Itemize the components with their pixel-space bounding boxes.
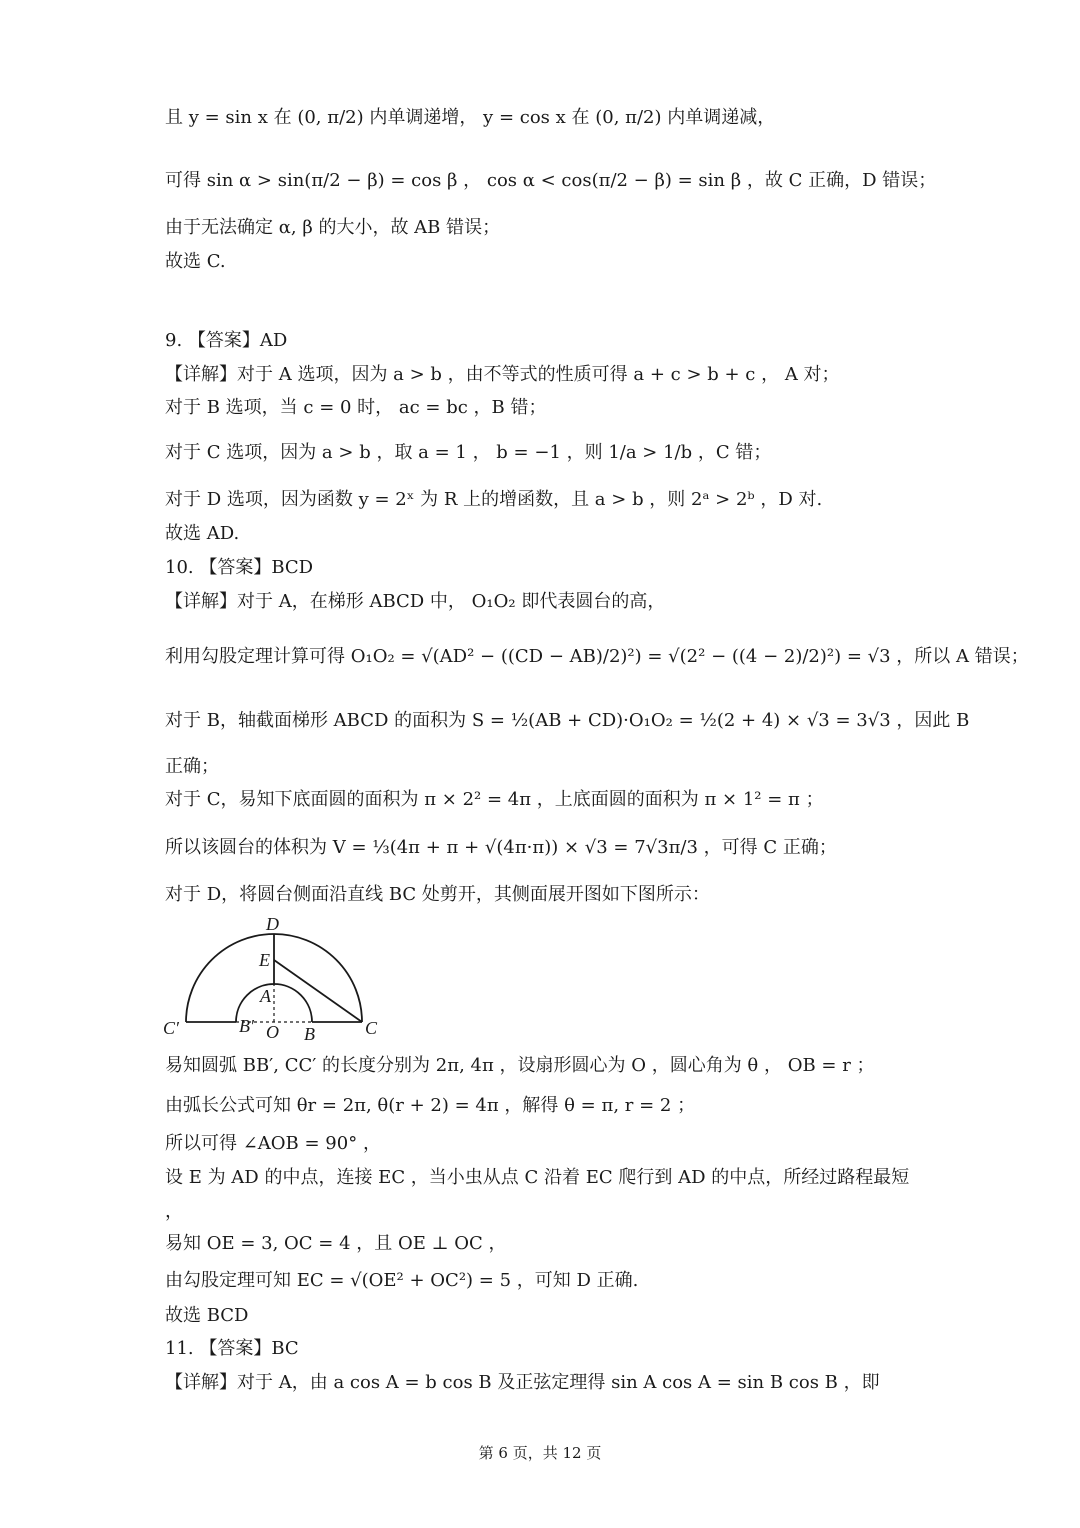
label-a: A [260,986,271,1006]
text-line: 正确； [165,756,219,777]
text-line: 对于 B 选项，当 c = 0 时， ac = bc ，B 错； [165,397,547,418]
text-line: 对于 B，轴截面梯形 ABCD 的面积为 S = ½(AB + CD)·O₁O₂ = ½(2 + 4) × √3 = 3√3 ，因此 B [165,710,970,731]
text-line: 10. 【答案】BCD [165,557,314,578]
text-line: 对于 D，将圆台侧面沿直线 BC 处剪开，其侧面展开图如下图所示： [165,884,710,905]
text-line: 故选 AD. [165,523,240,544]
text-line: 【详解】对于 A，由 a cos A = b cos B 及正弦定理得 sin A cos A = sin B cos B ，即 [165,1372,880,1393]
text-line: 由勾股定理可知 EC = √(OE² + OC²) = 5 ，可知 D 正确. [165,1270,639,1291]
sector-unfolding-figure [160,910,400,1046]
label-e: E [259,950,270,970]
text-line: 故选 C. [165,251,226,272]
text-line: 对于 C 选项，因为 a > b ，取 a = 1 ， b = −1 ，则 1/a > 1/b ，C 错； [165,442,772,463]
text-line: 【详解】对于 A 选项，因为 a > b ，由不等式的性质可得 a + c > b + c ， A 对； [165,364,840,385]
text-line: 故选 BCD [165,1305,249,1326]
text-line: 11. 【答案】BC [165,1338,299,1359]
label-o: O [266,1022,279,1042]
text-line: 所以可得 ∠AOB = 90° ， [165,1133,381,1154]
text-line: 【详解】对于 A，在梯形 ABCD 中， O₁O₂ 即代表圆台的高， [165,591,666,612]
text-line: 对于 D 选项，因为函数 y = 2ˣ 为 R 上的增函数，且 a > b ，则 2ᵃ > 2ᵇ ，D 对. [165,489,823,510]
text-line: 易知圆弧 BB′, CC′ 的长度分别为 2π, 4π ，设扇形圆心为 O ，圆心角为 θ ， OB = r ； [165,1055,875,1076]
label-c-prime: C′ [163,1018,179,1038]
label-d: D [266,914,279,934]
text-line: 设 E 为 AD 的中点，连接 EC ，当小虫从点 C 沿着 EC 爬行到 AD 的中点，所经过路程最短 [165,1167,910,1188]
segment-e-c [274,960,362,1022]
text-line: ， [165,1201,183,1222]
label-b-prime: B′ [239,1016,254,1036]
text-line: 利用勾股定理计算可得 O₁O₂ = √(AD² − ((CD − AB)/2)²) = √(2² − ((4 − 2)/2)²) = √3 ，所以 A 错误； [165,646,1029,667]
text-line: 易知 OE = 3, OC = 4 ，且 OE ⊥ OC ， [165,1233,507,1254]
text-line: 由于无法确定 α, β 的大小，故 AB 错误； [165,217,501,238]
text-line: 可得 sin α > sin(π/2 − β) = cos β ， cos α < cos(π/2 − β) = sin β ，故 C 正确，D 错误； [165,170,937,191]
text-line: 且 y = sin x 在 (0, π/2) 内单调递增， y = cos x 在 (0, π/2) 内单调递减， [165,107,776,128]
text-line: 9. 【答案】AD [165,330,288,351]
page-footer: 第 6 页，共 12 页 [478,1444,602,1462]
label-b: B [304,1024,315,1044]
text-line: 对于 C，易知下底面圆的面积为 π × 2² = 4π ，上底面圆的面积为 π × 1² = π ； [165,789,824,810]
text-line: 由弧长公式可知 θr = 2π, θ(r + 2) = 4π ，解得 θ = π, r = 2 ； [165,1095,696,1116]
text-line: 所以该圆台的体积为 V = ⅓(4π + π + √(4π·π)) × √3 = 7√3π/3 ，可得 C 正确； [165,837,837,858]
label-c: C [365,1018,378,1038]
